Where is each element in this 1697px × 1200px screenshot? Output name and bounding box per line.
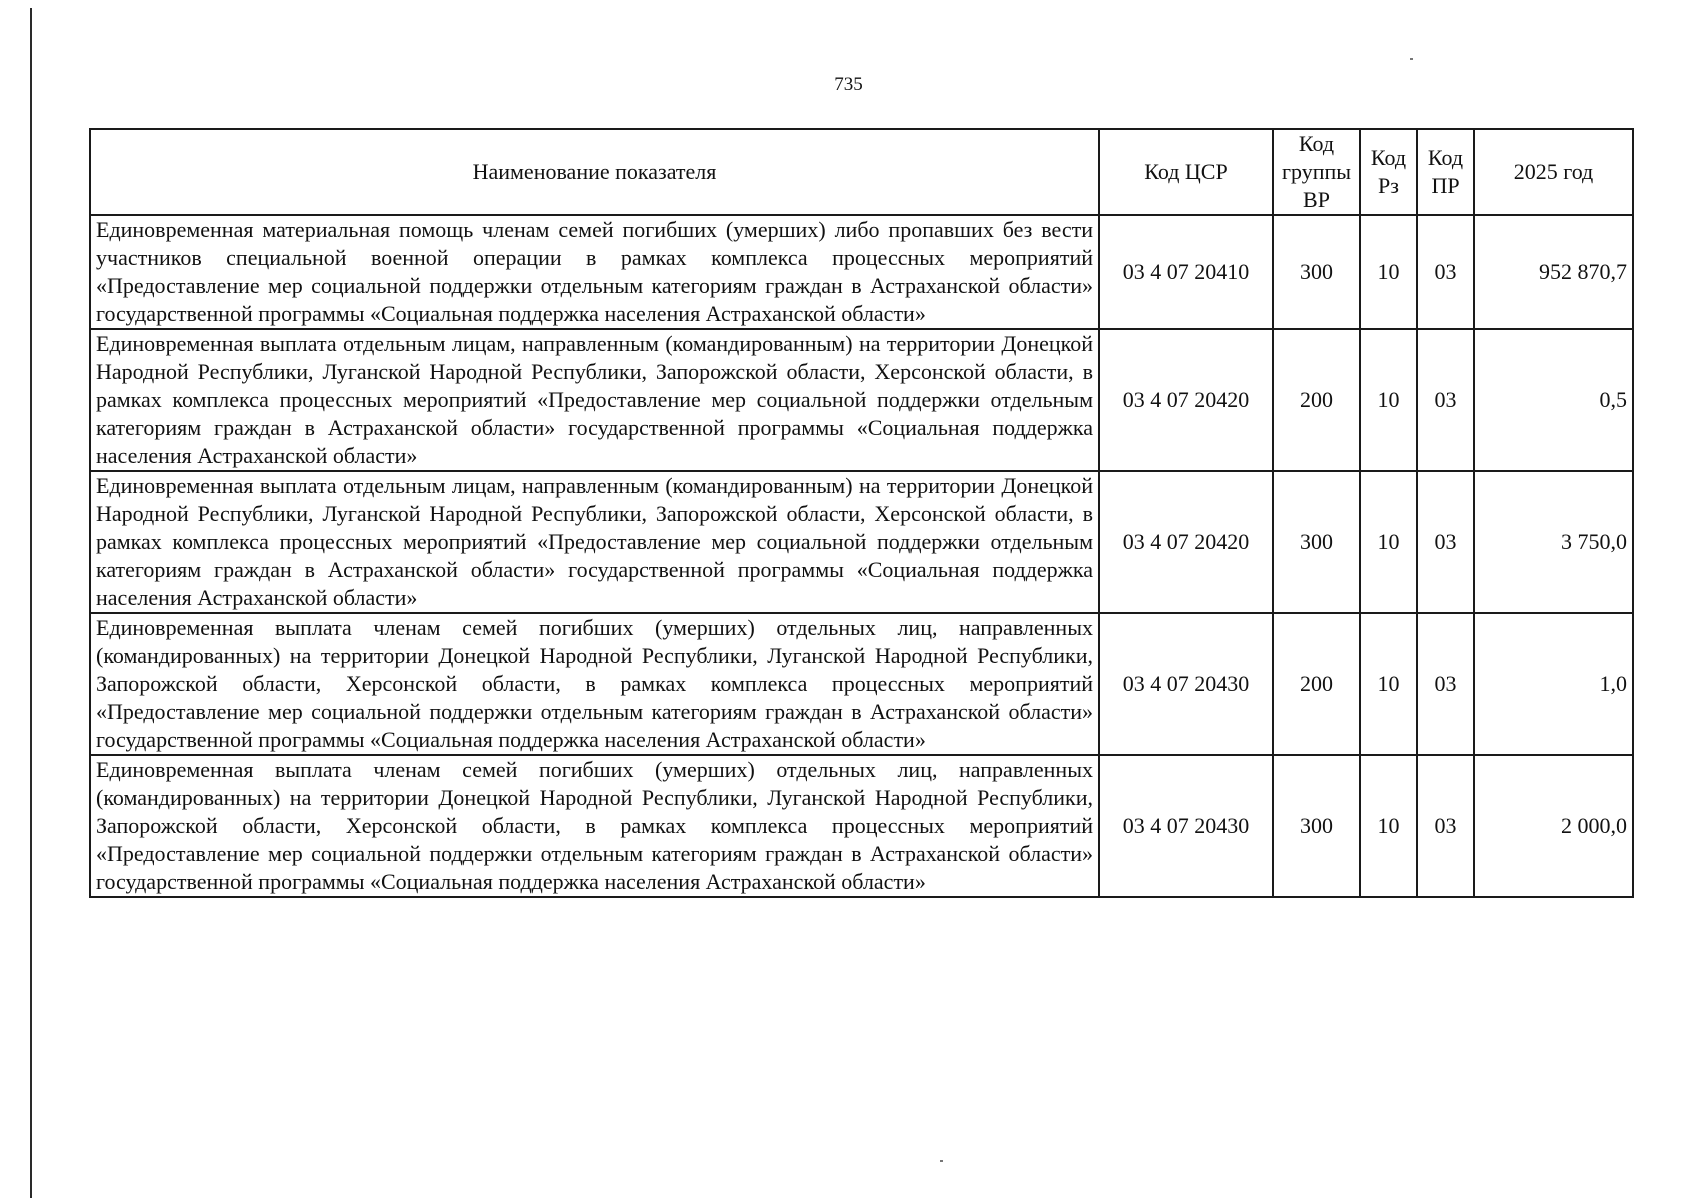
binding-line bbox=[30, 8, 32, 1198]
row-csr-code: 03 4 07 20430 bbox=[1099, 613, 1273, 755]
row-rz-code: 10 bbox=[1360, 613, 1417, 755]
row-rz-code: 10 bbox=[1360, 215, 1417, 329]
scan-speck bbox=[940, 1160, 943, 1162]
row-amount: 2 000,0 bbox=[1474, 755, 1633, 897]
row-name: Единовременная выплата отдельным лицам, направленным (командированным) на территории Донецкой Народной Республики, Луганской Народной Республики, Запорожской области, Херсонской области, в рамках комплекса процессных мероприятий «Предоставление мер социальной поддержки отдельным категориям граждан в Астраханской области» государственной программы «Социальная поддержка населения Астраханской области» bbox=[90, 471, 1099, 613]
table-row bbox=[90, 471, 1633, 613]
row-amount: 952 870,7 bbox=[1474, 215, 1633, 329]
header-rz-code: Код Рз bbox=[1360, 129, 1417, 215]
row-vr-code: 300 bbox=[1273, 755, 1360, 897]
table-row bbox=[90, 755, 1633, 897]
budget-table bbox=[89, 128, 1634, 898]
row-amount: 1,0 bbox=[1474, 613, 1633, 755]
page-number: 735 bbox=[834, 74, 863, 95]
table-row bbox=[90, 215, 1633, 329]
row-pr-code: 03 bbox=[1417, 755, 1474, 897]
table-row bbox=[90, 329, 1633, 471]
header-csr-code: Код ЦСР bbox=[1099, 129, 1273, 215]
header-name: Наименование показателя bbox=[90, 129, 1099, 215]
row-name: Единовременная выплата отдельным лицам, направленным (командированным) на территории Донецкой Народной Республики, Луганской Народной Республики, Запорожской области, Херсонской области, в рамках комплекса процессных мероприятий «Предоставление мер социальной поддержки отдельным категориям граждан в Астраханской области» государственной программы «Социальная поддержка населения Астраханской области» bbox=[90, 329, 1099, 471]
row-csr-code: 03 4 07 20420 bbox=[1099, 471, 1273, 613]
scan-speck bbox=[1410, 58, 1413, 60]
table-row bbox=[90, 613, 1633, 755]
row-pr-code: 03 bbox=[1417, 215, 1474, 329]
row-vr-code: 200 bbox=[1273, 329, 1360, 471]
row-amount: 0,5 bbox=[1474, 329, 1633, 471]
row-vr-code: 300 bbox=[1273, 471, 1360, 613]
row-name: Единовременная выплата членам семей погибших (умерших) отдельных лиц, направленных (командированных) на территории Донецкой Народной Республики, Луганской Народной Республики, Запорожской области, Херсонской области, в рамках комплекса процессных мероприятий «Предоставление мер социальной поддержки отдельным категориям граждан в Астраханской области» государственной программы «Социальная поддержка населения Астраханской области» bbox=[90, 755, 1099, 897]
row-name: Единовременная материальная помощь членам семей погибших (умерших) либо пропавших без вести участников специальной военной операции в рамках комплекса процессных мероприятий «Предоставление мер социальной поддержки отдельным категориям граждан в Астраханской области» государственной программы «Социальная поддержка населения Астраханской области» bbox=[90, 215, 1099, 329]
row-csr-code: 03 4 07 20430 bbox=[1099, 755, 1273, 897]
row-name: Единовременная выплата членам семей погибших (умерших) отдельных лиц, направленных (командированных) на территории Донецкой Народной Республики, Луганской Народной Республики, Запорожской области, Херсонской области, в рамках комплекса процессных мероприятий «Предоставление мер социальной поддержки отдельным категориям граждан в Астраханской области» государственной программы «Социальная поддержка населения Астраханской области» bbox=[90, 613, 1099, 755]
row-csr-code: 03 4 07 20420 bbox=[1099, 329, 1273, 471]
header-vr-code: Код группы ВР bbox=[1273, 129, 1360, 215]
header-pr-code: Код ПР bbox=[1417, 129, 1474, 215]
row-rz-code: 10 bbox=[1360, 471, 1417, 613]
table-header-row bbox=[90, 129, 1633, 215]
row-pr-code: 03 bbox=[1417, 471, 1474, 613]
row-vr-code: 300 bbox=[1273, 215, 1360, 329]
row-pr-code: 03 bbox=[1417, 613, 1474, 755]
header-year: 2025 год bbox=[1474, 129, 1633, 215]
row-amount: 3 750,0 bbox=[1474, 471, 1633, 613]
row-rz-code: 10 bbox=[1360, 755, 1417, 897]
row-csr-code: 03 4 07 20410 bbox=[1099, 215, 1273, 329]
row-pr-code: 03 bbox=[1417, 329, 1474, 471]
row-rz-code: 10 bbox=[1360, 329, 1417, 471]
row-vr-code: 200 bbox=[1273, 613, 1360, 755]
